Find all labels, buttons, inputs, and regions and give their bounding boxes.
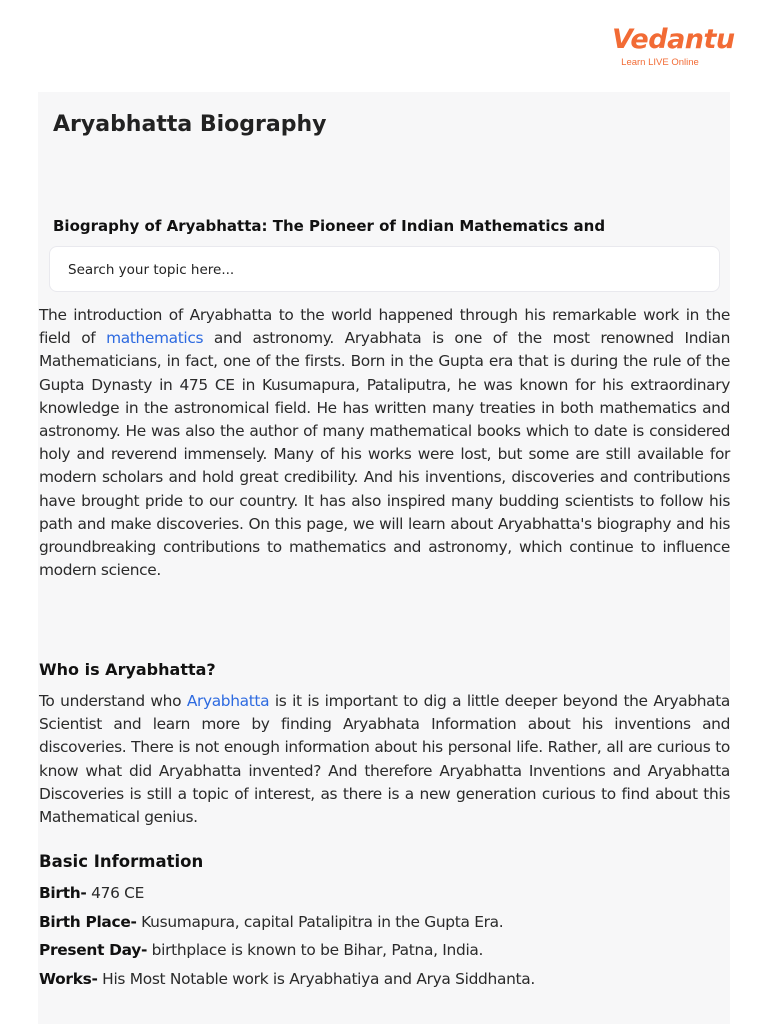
who-paragraph bbox=[39, 690, 730, 829]
logo-wordmark: Vedantu bbox=[612, 24, 735, 55]
info-value: birthplace is known to be Bihar, Patna, India. bbox=[147, 941, 484, 959]
vedantu-logo[interactable] bbox=[612, 24, 735, 72]
mathematics-link[interactable]: mathematics bbox=[106, 329, 204, 348]
article-subtitle: Biography of Aryabhatta: The Pioneer of Indian Mathematics and bbox=[53, 217, 606, 235]
who-text-start: To understand who bbox=[39, 692, 187, 710]
info-value: 476 CE bbox=[86, 884, 145, 902]
logo-tagline: Learn LIVE Online bbox=[621, 57, 699, 68]
who-is-heading: Who is Aryabhatta? bbox=[39, 660, 216, 679]
info-item-birth bbox=[39, 880, 535, 909]
info-value: Kusumapura, capital Patalipitra in the Gupta Era. bbox=[136, 912, 504, 931]
intro-text-start: The introduction of Aryabhatta to the world happened through his remarkable work in the field of bbox=[39, 306, 730, 348]
info-label: Birth- bbox=[39, 884, 87, 902]
info-label: Works- bbox=[39, 969, 98, 988]
info-item-birth-place bbox=[39, 909, 535, 938]
search-input[interactable] bbox=[66, 247, 707, 293]
info-value: His Most Notable work is Aryabhatiya and Arya Siddhanta. bbox=[97, 969, 536, 988]
basic-info-heading: Basic Information bbox=[39, 852, 204, 871]
intro-paragraph bbox=[39, 304, 730, 582]
basic-info-list bbox=[39, 880, 535, 994]
who-text-end: is it is important to dig a little deeper beyond the Aryabhata Scientist and learn more by finding Aryabhata Information about his inventions and discoveries. There is not enough information about his personal life. Rather, all are curious to know what did Aryabhatta invented? And therefore Aryabhatta Inventions and Aryabhatta Discoveries is still a topic of interest, as there is a new generation curious to find about this Mathematical genius. bbox=[39, 692, 730, 827]
info-item-present-day bbox=[39, 937, 535, 966]
info-label: Birth Place- bbox=[39, 912, 137, 931]
page-title: Aryabhatta Biography bbox=[53, 112, 327, 137]
search-box[interactable] bbox=[49, 246, 720, 292]
aryabhatta-link[interactable]: Aryabhatta bbox=[186, 692, 270, 710]
info-item-works bbox=[39, 966, 535, 995]
info-label: Present Day- bbox=[39, 941, 148, 959]
intro-text-end: and astronomy. Aryabhata is one of the most renowned Indian Mathematicians, in fact, one of the firsts. Born in the Gupta era that is during the rule of the Gupta Dynasty in 475 CE in Kusumapura, Pataliputra, he was known for his extraordinary knowledge in the astronomical field. He has written many treaties in both mathematics and astronomy. He was also the author of many mathematical books which to date is considered holy and reverend immensely. Many of his works were lost, but some are still available for modern scholars and hold great credibility. And his inventions, discoveries and contributions have brought pride to our country. It has also inspired many budding scientists to follow his path and make discoveries. On this page, we will learn about Aryabhatta's biography and his groundbreaking contributions to mathematics and astronomy, which continue to influence modern science. bbox=[39, 329, 730, 580]
